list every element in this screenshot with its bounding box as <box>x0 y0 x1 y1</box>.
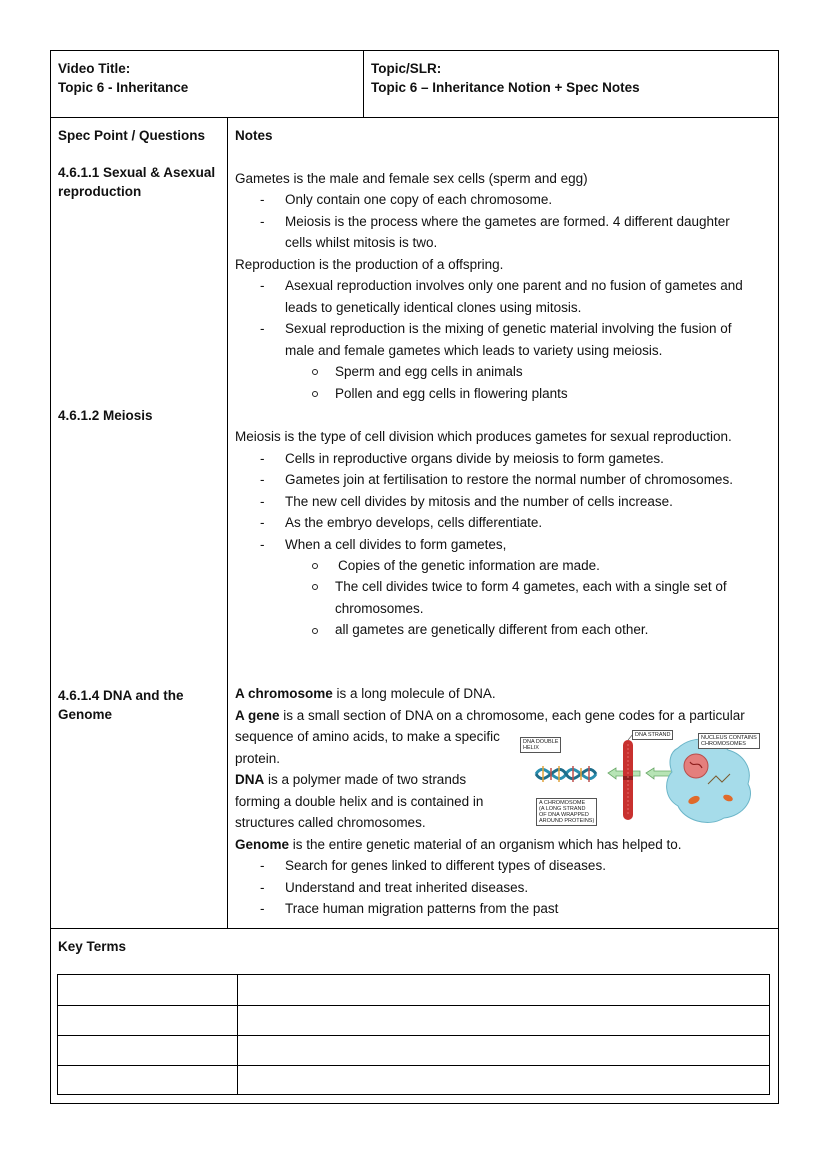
bullet-dash: - <box>260 537 265 552</box>
spec-point-meiosis: 4.6.1.2 Meiosis <box>58 408 153 423</box>
header-divider <box>363 50 364 117</box>
bullet-circle <box>312 584 318 590</box>
term-chromosome: A chromosome <box>235 686 333 701</box>
spec-point-dna: 4.6.1.4 DNA and the <box>58 688 184 703</box>
header-bottom-line <box>50 117 779 118</box>
bullet-dash: - <box>260 451 265 466</box>
notes-column-heading: Notes <box>235 128 273 143</box>
note-meiosis-b2: Gametes join at fertilisation to restore the normal number of chromosomes. <box>285 472 733 487</box>
note-sexual-sub1: Sperm and egg cells in animals <box>335 364 523 379</box>
note-asexual: Asexual reproduction involves only one parent and no fusion of gametes and <box>285 278 743 293</box>
key-terms-row-divider <box>58 1035 769 1036</box>
note-genome-b3: Trace human migration patterns from the past <box>285 901 559 916</box>
note-dna-cont2: structures called chromosomes. <box>235 815 426 830</box>
note-gametes: Gametes is the male and female sex cells (sperm and egg) <box>235 171 588 186</box>
bullet-circle <box>312 563 318 569</box>
spec-column-heading: Spec Point / Questions <box>58 128 206 143</box>
bullet-circle <box>312 369 318 375</box>
bullet-dash: - <box>260 494 265 509</box>
column-divider <box>227 117 228 928</box>
key-terms-table <box>57 974 770 1095</box>
bullet-dash: - <box>260 880 265 895</box>
note-meiosis-sub3: all gametes are genetically different from each other. <box>335 622 649 637</box>
note-meiosis-b4: As the embryo develops, cells differentiate. <box>285 515 543 530</box>
def-chromosome: is a long molecule of DNA. <box>332 686 496 701</box>
note-meiosis-sub2: The cell divides twice to form 4 gametes, each with a single set of <box>335 579 727 594</box>
label-dna-strand <box>632 730 673 740</box>
label-chromosome <box>536 798 597 826</box>
key-terms-row-divider <box>58 1005 769 1006</box>
term-gene: A gene <box>235 708 280 723</box>
note-sexual-cont: male and female gametes which leads to variety using meiosis. <box>285 343 663 358</box>
note-genome-b1: Search for genes linked to different types of diseases. <box>285 858 606 873</box>
bullet-circle <box>312 628 318 634</box>
note-meiosis-sub2-cont: chromosomes. <box>335 601 424 616</box>
note-meiosis-b3: The new cell divides by mitosis and the number of cells increase. <box>285 494 673 509</box>
dna-diagram <box>518 728 770 834</box>
def-gene: is a small section of DNA on a chromosome, each gene codes for a particular <box>279 708 745 723</box>
note-dna-cont: forming a double helix and is contained in <box>235 794 484 809</box>
label-chrom-line2: (A LONG STRAND <box>539 806 586 812</box>
label-helix-line2: HELIX <box>523 745 539 751</box>
bullet-dash: - <box>260 515 265 530</box>
label-nucleus-line2: CHROMOSOMES <box>701 741 746 747</box>
video-title: Topic 6 - Inheritance <box>58 80 189 95</box>
label-dna-double-helix <box>520 737 561 753</box>
topic-title: Topic 6 – Inheritance Notion + Spec Notes <box>371 80 640 95</box>
note-asexual-cont: leads to genetically identical clones using mitosis. <box>285 300 582 315</box>
label-nucleus-line1: NUCLEUS CONTAINS <box>701 735 757 741</box>
label-nucleus <box>698 733 760 749</box>
bullet-dash: - <box>260 901 265 916</box>
bullet-dash: - <box>260 472 265 487</box>
note-meiosis-b5: When a cell divides to form gametes, <box>285 537 507 552</box>
note-gene-cont2: protein. <box>235 751 281 766</box>
spec-point-reproduction: 4.6.1.1 Sexual & Asexual <box>58 165 216 180</box>
bullet-dash: - <box>260 192 265 207</box>
def-dna: is a polymer made of two strands <box>264 772 467 787</box>
topic-label: Topic/SLR: <box>371 61 442 76</box>
note-gametes-b1: Only contain one copy of each chromosome. <box>285 192 553 207</box>
note-sexual: Sexual reproduction is the mixing of genetic material involving the fusion of <box>285 321 732 336</box>
note-meiosis: Meiosis is the type of cell division which produces gametes for sexual reproduction. <box>235 429 732 444</box>
body-bottom-line <box>50 928 779 929</box>
term-genome: Genome <box>235 837 290 852</box>
note-gametes-b2-cont: cells whilst mitosis is two. <box>285 235 438 250</box>
note-gametes-b2: Meiosis is the process where the gametes are formed. 4 different daughter <box>285 214 730 229</box>
label-chrom-line3: OF DNA WRAPPED <box>539 812 589 818</box>
key-terms-heading: Key Terms <box>58 939 127 954</box>
spec-point-dna-cont: Genome <box>58 707 113 722</box>
key-terms-row-divider <box>58 1065 769 1066</box>
bullet-dash: - <box>260 321 265 336</box>
note-chromosome <box>235 683 496 705</box>
note-gene <box>235 705 745 727</box>
label-strand-text: DNA STRAND <box>635 732 671 738</box>
cell-icon <box>667 739 751 822</box>
note-sexual-sub2: Pollen and egg cells in flowering plants <box>335 386 568 401</box>
bullet-circle <box>312 391 318 397</box>
note-gene-cont: sequence of amino acids, to make a specific <box>235 729 500 744</box>
label-chrom-line4: AROUND PROTEINS) <box>539 818 595 824</box>
spec-point-reproduction-cont: reproduction <box>58 184 142 199</box>
note-genome <box>235 834 682 856</box>
note-meiosis-b1: Cells in reproductive organs divide by meiosis to form gametes. <box>285 451 664 466</box>
def-genome: is the entire genetic material of an organism which has helped to. <box>289 837 682 852</box>
bullet-dash: - <box>260 278 265 293</box>
note-genome-b2: Understand and treat inherited diseases. <box>285 880 529 895</box>
video-title-label: Video Title: <box>58 61 131 76</box>
term-dna: DNA <box>235 772 265 787</box>
label-chrom-line1: A CHROMOSOME <box>539 800 586 806</box>
chromosome-icon <box>623 740 633 820</box>
double-helix-icon <box>536 766 596 782</box>
note-reproduction: Reproduction is the production of a offspring. <box>235 257 504 272</box>
bullet-dash: - <box>260 214 265 229</box>
label-helix-line1: DNA DOUBLE <box>523 739 559 745</box>
bullet-dash: - <box>260 858 265 873</box>
note-dna <box>235 769 466 791</box>
note-meiosis-sub1: Copies of the genetic information are made. <box>338 558 600 573</box>
